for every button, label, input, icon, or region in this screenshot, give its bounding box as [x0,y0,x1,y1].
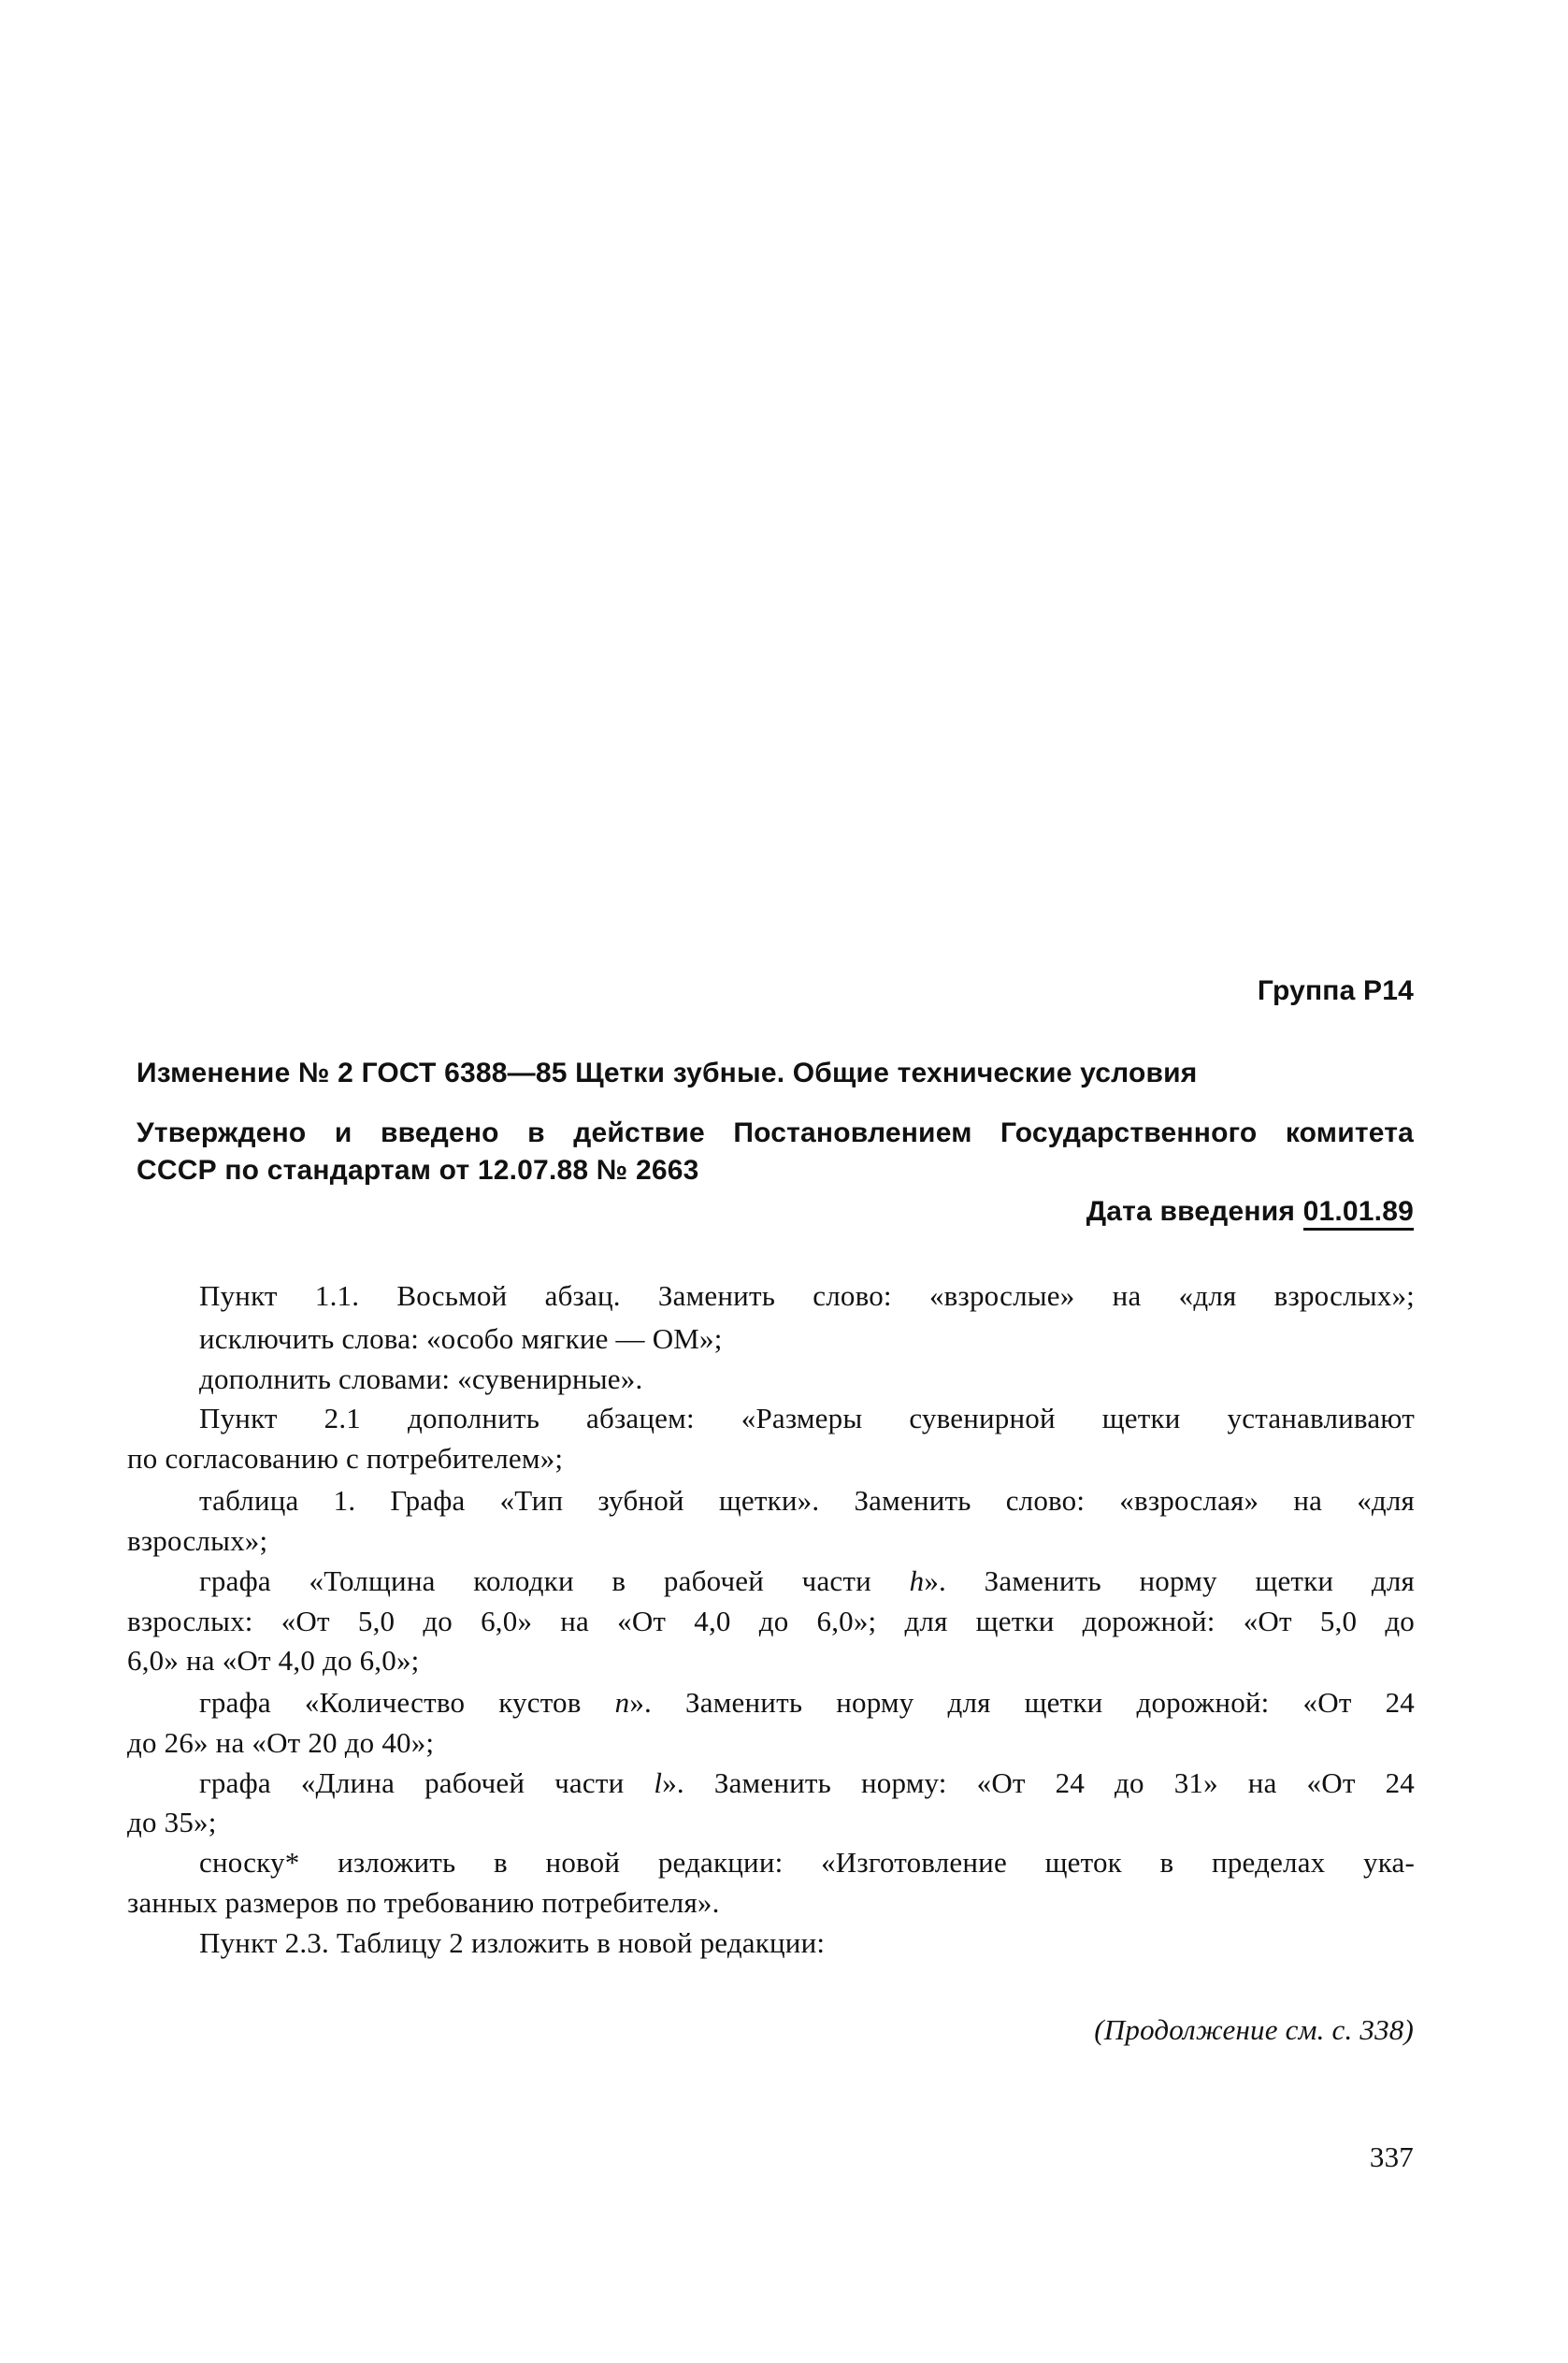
approval-line-2: СССР по стандартам от 12.07.88 № 2663 [137,1155,699,1186]
continuation-note: (Продолжение см. с. 338) [1094,2013,1414,2046]
text: графа «Длина рабочей части [199,1766,655,1799]
text: ». Заменить норму щетки для [924,1564,1416,1597]
date-label: Дата введения [1086,1196,1296,1227]
page-number: 337 [1369,2140,1414,2173]
text: ». Заменить норму для щетки дорожной: «От 24 [629,1686,1415,1719]
body-line: взрослых»; [127,1524,268,1557]
body-line [199,1684,1415,1722]
effective-date [1086,1193,1414,1231]
body-line: исключить слова: «особо мягкие — ОМ»; [199,1322,723,1355]
body-line: до 35»; [127,1806,217,1838]
variable-l: l [654,1766,663,1799]
date-value: 01.01.89 [1303,1196,1414,1231]
body-line: взрослых: «От 5,0 до 6,0» на «От 4,0 до 6,0»; для щетки дорожной: «От 5,0 до [127,1605,1415,1637]
body-line: дополнить словами: «сувенирные». [199,1362,643,1395]
body-line [199,1563,1415,1600]
body-line: 6,0» на «От 4,0 до 6,0»; [127,1644,420,1677]
body-line: Пункт 2.3. Таблицу 2 изложить в новой редакции: [199,1926,826,1959]
body-line: Пункт 2.1 дополнить абзацем: «Размеры сувенирной щетки устанавливают [199,1402,1415,1434]
variable-h: h [909,1564,925,1597]
document-title: Изменение № 2 ГОСТ 6388—85 Щетки зубные. Общие технические условия [137,1058,1198,1088]
text: ». Заменить норму: «От 24 до 31» на «От 24 [662,1766,1415,1799]
body-line: занных размеров по требованию потребителя». [127,1886,720,1919]
approval-line-1: Утверждено и введено в действие Постановлением Государственного комитета [137,1117,1414,1148]
text: графа «Количество кустов [199,1686,615,1719]
body-line [199,1765,1415,1802]
text: графа «Толщина колодки в рабочей части [199,1564,910,1597]
body-line: сноску* изложить в новой редакции: «Изготовление щеток в пределах ука- [199,1846,1415,1879]
body-line: таблица 1. Графа «Тип зубной щетки». Заменить слово: «взрослая» на «для [199,1484,1415,1517]
variable-n: n [614,1686,630,1719]
body-line: по согласованию с потребителем»; [127,1442,564,1475]
body-line: Пункт 1.1. Восьмой абзац. Заменить слово: «взрослые» на «для взрослых»; [199,1279,1415,1312]
body-line: до 26» на «От 20 до 40»; [127,1726,435,1759]
group-label: Группа Р14 [1257,975,1414,1006]
